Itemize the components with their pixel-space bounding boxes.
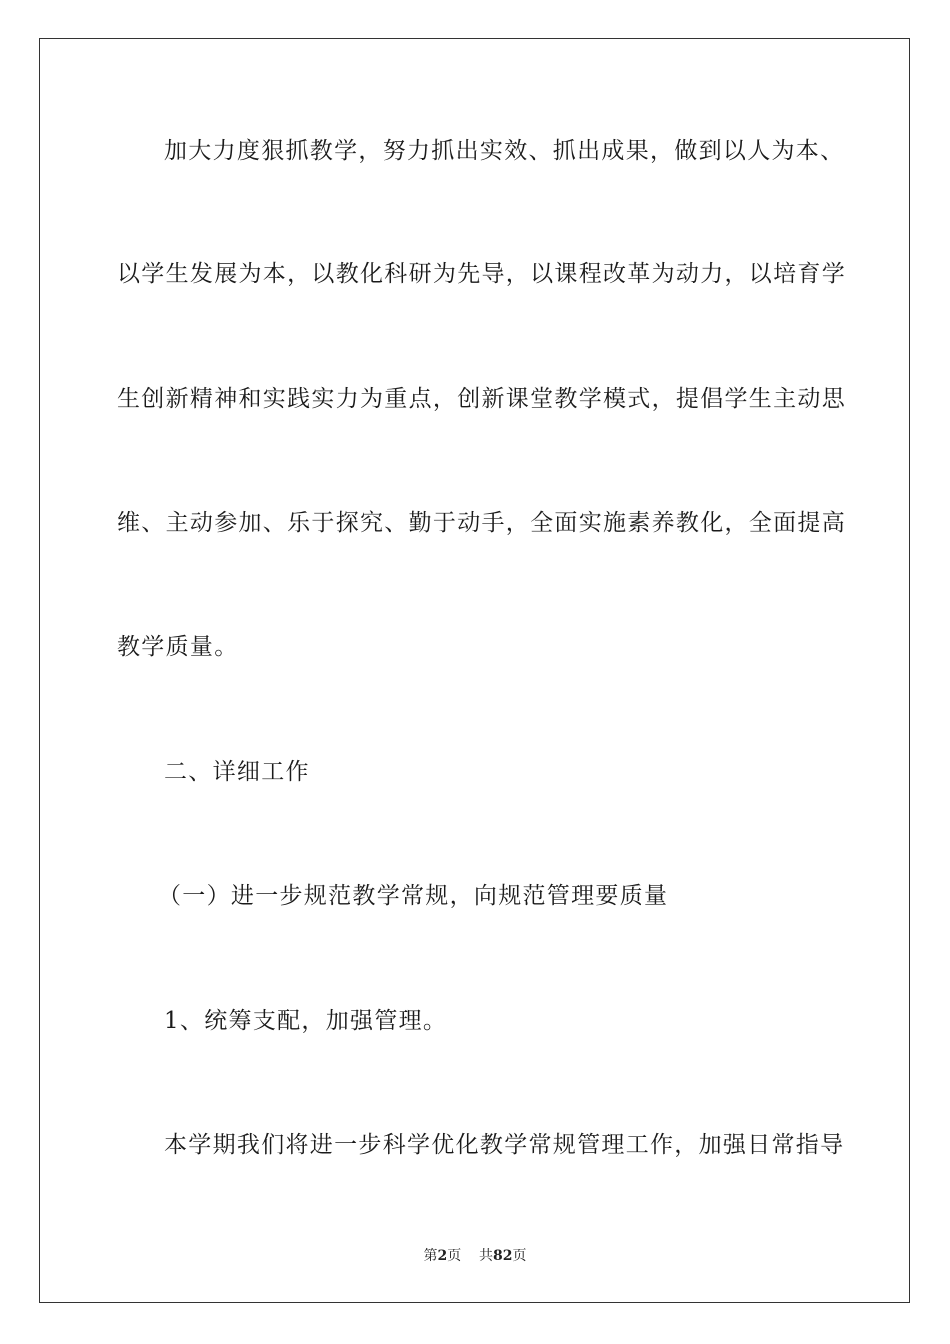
page-footer bbox=[0, 1247, 950, 1265]
section-heading: 二、详细工作 bbox=[164, 759, 310, 785]
total-suffix: 页 bbox=[512, 1248, 527, 1264]
page-border bbox=[39, 38, 910, 1303]
paragraph-line: 本学期我们将进一步科学优化教学常规管理工作，加强日常指导 bbox=[164, 1132, 845, 1158]
paragraph-line: 维、主动参加、乐于探究、勤于动手，全面实施素养教化，全面提高 bbox=[117, 510, 846, 536]
subsection-heading: （一）进一步规范教学常规，向规范管理要质量 bbox=[158, 883, 669, 909]
paragraph-line: 加大力度狠抓教学，努力抓出实效、抓出成果，做到以人为本、 bbox=[164, 138, 845, 164]
page-number: 2 bbox=[437, 1248, 448, 1264]
paragraph-line: 以学生发展为本，以教化科研为先导，以课程改革为动力，以培育学 bbox=[117, 261, 846, 287]
paragraph-line: 生创新精神和实践实力为重点，创新课堂教学模式，提倡学生主动思 bbox=[117, 386, 846, 412]
paragraph-line: 教学质量。 bbox=[117, 634, 239, 660]
total-pages: 82 bbox=[493, 1248, 513, 1264]
page-suffix: 页 bbox=[447, 1248, 462, 1264]
total-prefix: 共 bbox=[479, 1248, 494, 1264]
item-heading: 1、统筹支配，加强管理。 bbox=[164, 1008, 448, 1034]
page-prefix: 第 bbox=[423, 1248, 438, 1264]
